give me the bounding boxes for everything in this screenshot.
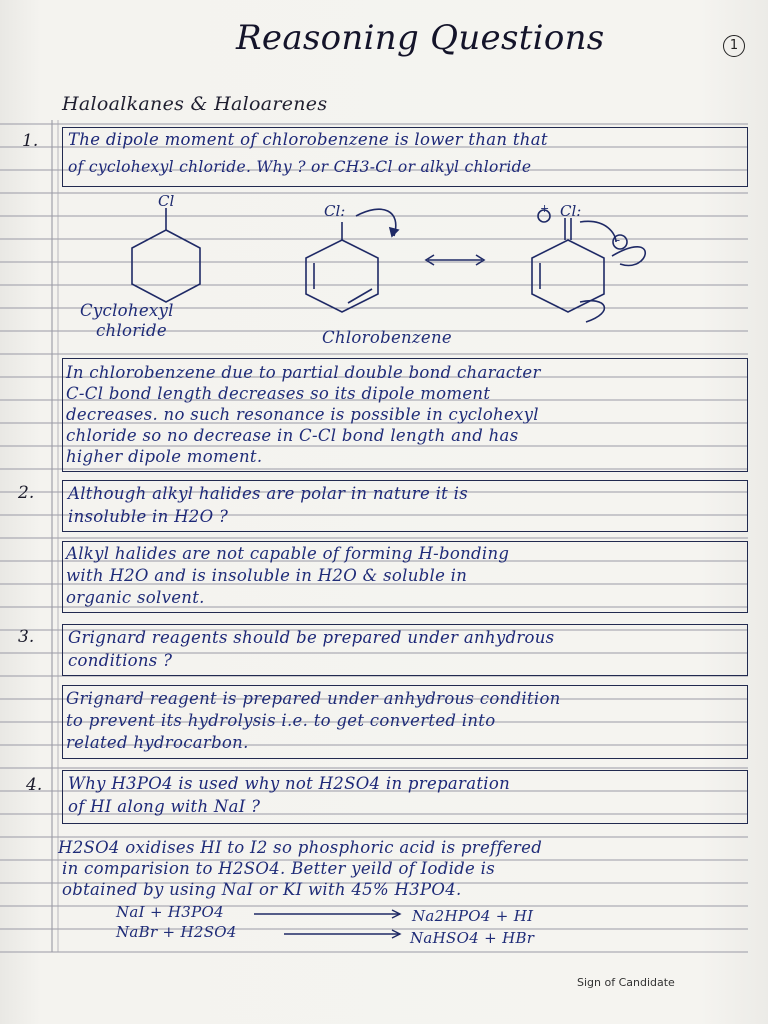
answer-1-line-5: higher dipole moment. [66,447,263,466]
plus-charge: + [540,202,550,215]
answer-1-line-3: decreases. no such resonance is possible in cyclohexyl [66,405,539,424]
question-2-number: 2. [18,483,35,503]
answer-4-line-2: in comparision to H2SO4. Better yeild of Iodide is [62,859,495,878]
cyclohexyl-label-line-1: Cyclohexyl [80,301,174,320]
question-2-line-2: insoluble in H2O ? [68,507,229,526]
chapter-subtitle: Haloalkanes & Haloarenes [62,93,328,115]
resonance-substituent: Cl: [560,202,582,220]
question-1-line-2: of cyclohexyl chloride. Why ? or CH3-Cl or alkyl chloride [68,158,532,176]
answer-1-line-1: In chlorobenzene due to partial double bond character [66,363,541,382]
question-4-line-1: Why H3PO4 is used why not H2SO4 in preparation [68,774,511,793]
question-3-number: 3. [18,627,35,647]
answer-4-line-1: H2SO4 oxidises HI to I2 so phosphoric acid is preffered [58,838,543,857]
answer-1-line-4: chloride so no decrease in C-Cl bond length and has [66,426,519,445]
equation-2-reactants: NaBr + H2SO4 [116,923,237,941]
answer-2-line-1: Alkyl halides are not capable of forming H-bonding [66,544,510,563]
answer-2-line-2: with H2O and is insoluble in H2O & soluble in [66,566,468,585]
answer-3-line-2: to prevent its hydrolysis i.e. to get converted into [66,711,496,730]
reaction-arrows [250,906,410,946]
page-number: 1 [723,35,745,57]
question-2-line-1: Although alkyl halides are polar in nature it is [68,484,468,503]
answer-1-line-2: C-Cl bond length decreases so its dipole moment [66,384,491,403]
page-title: Reasoning Questions [236,18,605,58]
answer-2-line-3: organic solvent. [66,588,205,607]
question-4-line-2: of HI along with NaI ? [68,797,261,816]
cyclohexyl-substituent: Cl [158,192,175,210]
question-4-number: 4. [26,775,43,795]
answer-4-line-3: obtained by using NaI or KI with 45% H3PO4. [62,880,462,899]
question-1-line-1: The dipole moment of chlorobenzene is lower than that [68,130,548,149]
cyclohexane-ring [132,230,200,302]
minus-charge: - [616,233,621,247]
cyclohexyl-label-line-2: chloride [96,321,167,340]
question-3-line-2: conditions ? [68,651,173,670]
equation-2-products: NaHSO4 + HBr [410,929,535,947]
answer-3-line-1: Grignard reagent is prepared under anhydrous condition [66,689,561,708]
sign-of-candidate-label: Sign of Candidate [577,976,675,989]
answer-3-line-3: related hydrocarbon. [66,733,249,752]
chlorobenzene-label: Chlorobenzene [322,328,452,347]
benzene-ring-1 [306,240,378,312]
chlorobenzene-substituent: Cl: [324,202,346,220]
equation-1-reactants: NaI + H3PO4 [116,903,224,921]
question-3-line-1: Grignard reagents should be prepared under anhydrous [68,628,555,647]
question-1-number: 1. [22,131,39,151]
equation-1-products: Na2HPO4 + HI [412,907,534,925]
